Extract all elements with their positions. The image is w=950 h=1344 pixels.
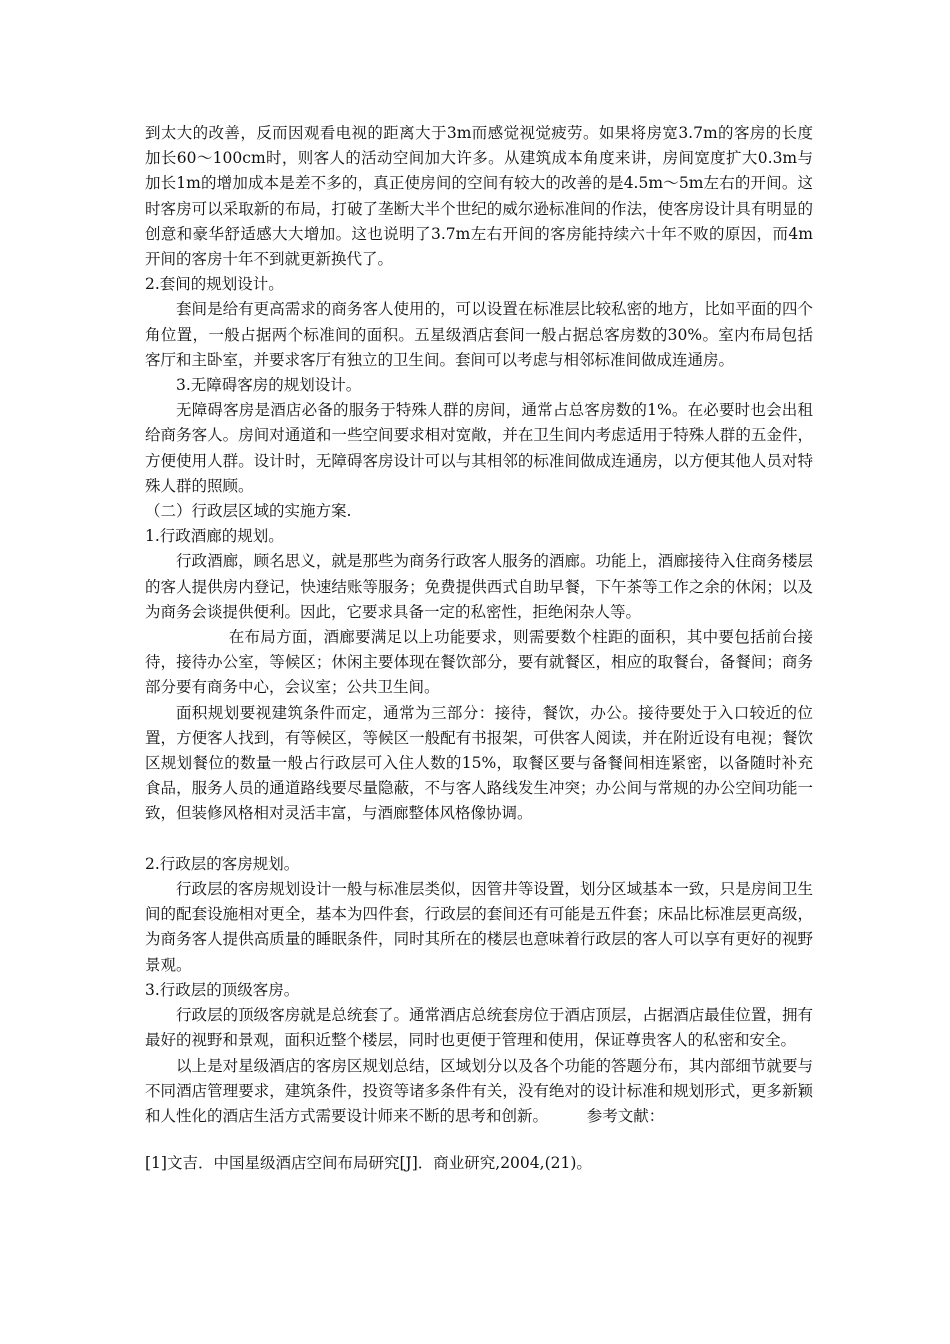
paragraph-area-planning: 面积规划要视建筑条件而定，通常为三部分：接待，餐饮，办公。接待要处于入口较近的位置，方便客人找到，有等候区，等候区一般配有书报架，可供客人阅读，并在附近设有电视；餐饮区规划餐位的数量一般占行政层可入住人数的15%，取餐区要与备餐间相连紧密，以备随时补充食品，服务人员的通道路线要尽量隐蔽，不与客人路线发生冲突；办公间与常规的办公空间功能一致，但装修风格相对灵活丰富，与酒廊整体风格像协调。 xyxy=(145,703,813,823)
blank-line xyxy=(145,1129,813,1151)
paragraph-executive-lounge: 行政酒廊，顾名思义，就是那些为商务行政客人服务的酒廊。功能上，酒廊接待入住商务楼层的客人提供房内登记，快速结账等服务；免费提供西式自助早餐，下午茶等工作之余的休闲；以及为商务会谈提供便利。因此，它要求具备一定的私密性，拒绝闲杂人等。 xyxy=(145,552,813,621)
paragraph-executive-rooms: 行政层的客房规划设计一般与标准层类似，因管井等设置，划分区域基本一致，只是房间卫生间的配套设施相对更全，基本为四件套，行政层的套间还有可能是五件套；床品比标准层更高级，为商务客人提供高质量的睡眠条件，同时其所在的楼层也意味着行政层的客人可以享有更好的视野景观。 xyxy=(145,880,813,974)
heading-top-rooms: 3.行政层的顶级客房。 xyxy=(145,980,300,999)
reference-item: [1]文吉．中国星级酒店空间布局研究[J]．商业研究,2004,(21)。 xyxy=(145,1154,592,1173)
paragraph-suite-planning: 套间是给有更高需求的商务客人使用的，可以设置在标准层比较私密的地方，比如平面的四个角位置，一般占据两个标准间的面积。五星级酒店套间一般占据总客房数的30%。室内布局包括客厅和主卧室，并要求客厅有独立的卫生间。套间可以考虑与相邻标准间做成连通房。 xyxy=(145,300,813,369)
heading-executive-rooms: 2.行政层的客房规划。 xyxy=(145,854,300,873)
heading-suite-planning: 2.套间的规划设计。 xyxy=(145,275,284,294)
heading-accessible-room: 3.无障碍客房的规划设计。 xyxy=(176,376,362,395)
paragraph-accessible-room: 无障碍客房是酒店必备的服务于特殊人群的房间，通常占总客房数的1%。在必要时也会出租给商务客人。房间对通道和一些空间要求相对宽敞，并在卫生间内考虑适用于特殊人群的五金件，方便使用人群。设计时，无障碍客房设计可以与其相邻的标准间做成连通房，以方便其他人员对特殊人群的照顾。 xyxy=(145,401,813,495)
paragraph-summary: 以上是对星级酒店的客房区规划总结，区域划分以及各个功能的答题分布，其内部细节就要与不同酒店管理要求，建筑条件，投资等诸多条件有关，没有绝对的设计标准和规划形式，更多新颖和人性化的酒店生活方式需要设计师来不断的思考和创新。 参考文献： xyxy=(145,1056,813,1125)
heading-executive-floor: （二）行政层区域的实施方案. xyxy=(145,502,352,521)
paragraph-lounge-layout: 在布局方面，酒廊要满足以上功能要求，则需要数个柱距的面积，其中要包括前台接待，接待办公室，等候区；休闲主要体现在餐饮部分，要有就餐区，相应的取餐台，备餐间；商务部分要有商务中心，会议室；公共卫生间。 xyxy=(145,628,813,697)
paragraph-presidential-suite: 行政层的顶级客房就是总统套了。通常酒店总统套房位于酒店顶层，占据酒店最佳位置，拥有最好的视野和景观，面积近整个楼层，同时也更便于管理和使用，保证尊贵客人的私密和安全。 xyxy=(145,1006,813,1050)
document-body xyxy=(145,121,813,1176)
heading-executive-lounge: 1.行政酒廊的规划。 xyxy=(145,527,284,546)
blank-line xyxy=(145,827,813,852)
paragraph-room-width: 到太大的改善，反而因观看电视的距离大于3m而感觉视觉疲劳。如果将房宽3.7m的客房的长度加长60～100cm时，则客人的活动空间加大许多。从建筑成本角度来讲，房间宽度扩大0.3m与加长1m的增加成本是差不多的，真正使房间的空间有较大的改善的是4.5m～5m左右的开间。这时客房可以采取新的布局，打破了垄断大半个世纪的威尔逊标准间的作法，使客房设计具有明显的创意和豪华舒适感大大增加。这也说明了3.7m左右开间的客房能持续六十年不败的原因，而4m开间的客房十年不到就更新换代了。 xyxy=(145,124,813,269)
